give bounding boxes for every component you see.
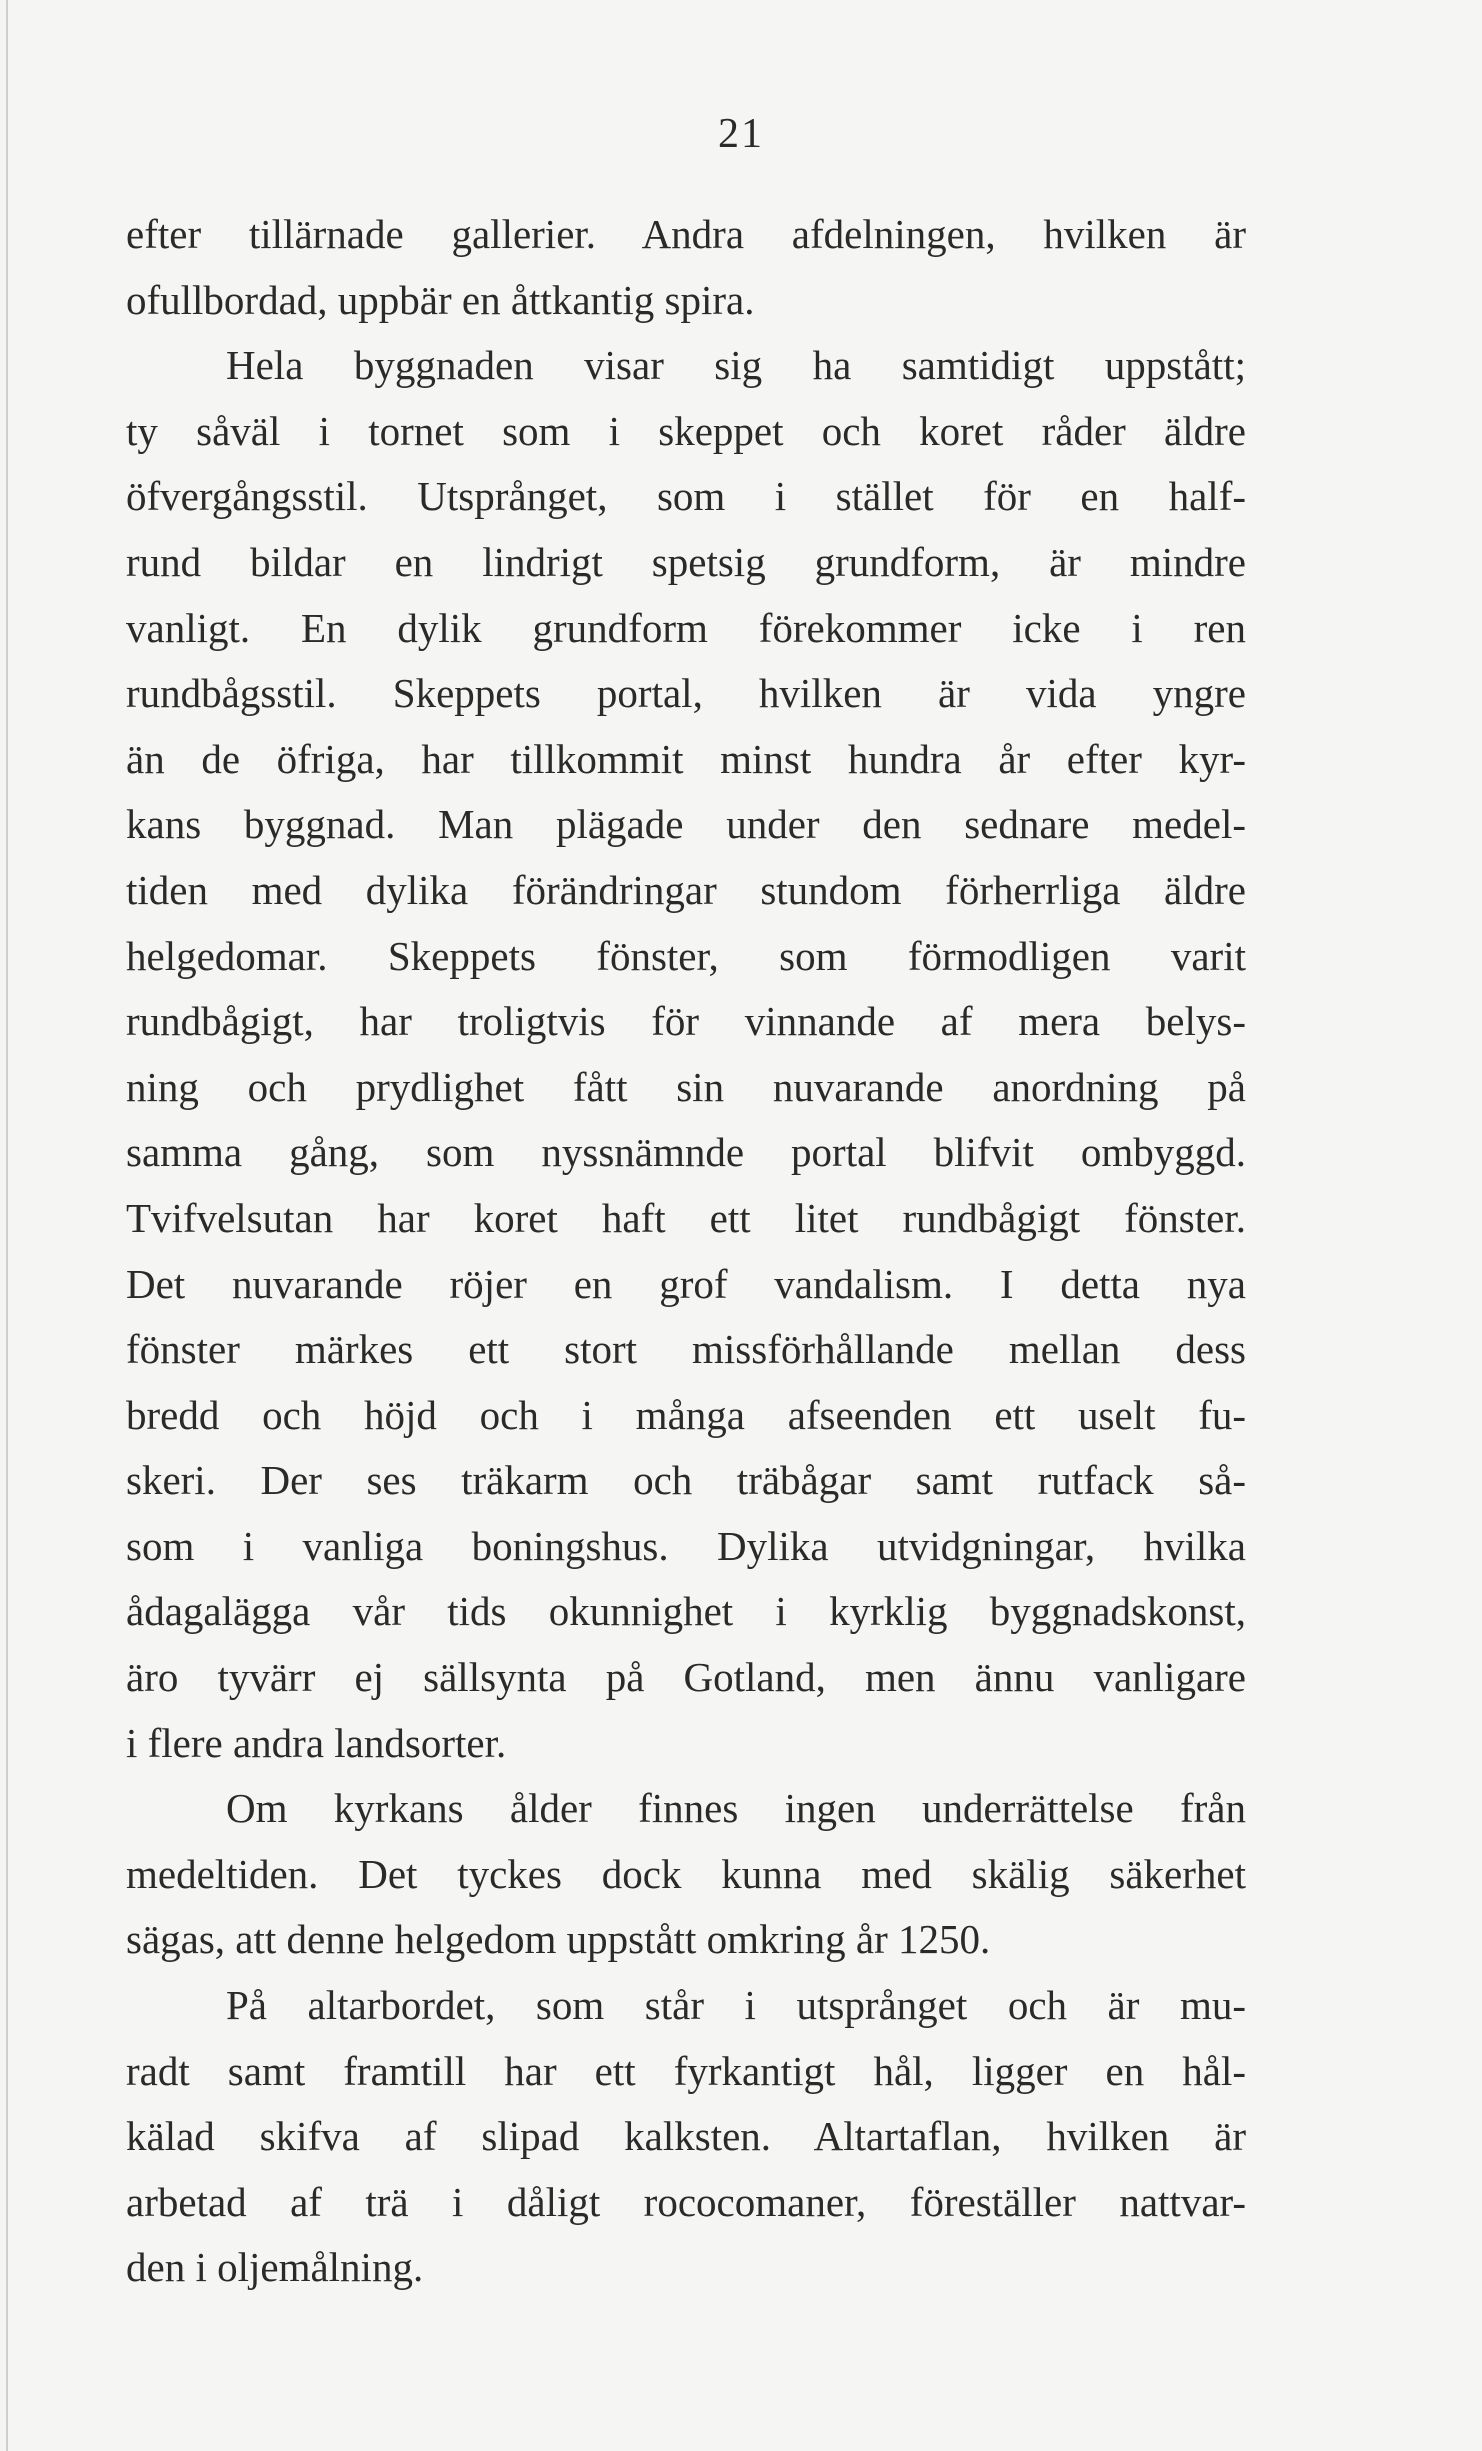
text-line: öfvergångsstil. Utsprånget, som i stället för en half- — [126, 473, 1246, 520]
text-line: fönster märkes ett stort missförhållande mellan dess — [126, 1326, 1246, 1373]
text-line: arbetad af trä i dåligt rococomaner, föreställer nattvar- — [126, 2178, 1246, 2225]
text-line: kälad skifva af slipad kalksten. Altartaflan, hvilken är — [126, 2113, 1246, 2160]
text-line: tiden med dylika förändringar stundom förherrliga äldre — [126, 866, 1246, 913]
text-line: i flere andra landsorter. — [126, 1719, 507, 1766]
text-line: helgedomar. Skeppets fönster, som förmodligen varit — [126, 932, 1246, 979]
text-line: ning och prydlighet fått sin nuvarande anordning på — [126, 1063, 1246, 1110]
text-line: vanligt. En dylik grundform förekommer icke i ren — [126, 604, 1246, 651]
text-line: Hela byggnaden visar sig ha samtidigt uppstått; — [226, 342, 1246, 389]
text-line: samma gång, som nyssnämnde portal blifvit ombyggd. — [126, 1129, 1246, 1176]
text-line: rundbågigt, har troligtvis för vinnande af mera belys- — [126, 998, 1246, 1045]
text-line: På altarbordet, som står i utsprånget och är mu- — [226, 1982, 1246, 2029]
page-edge — [6, 0, 8, 2451]
body-text — [126, 202, 1246, 2301]
text-line: skeri. Der ses träkarm och träbågar samt rutfack så- — [126, 1457, 1246, 1504]
text-line: bredd och höjd och i många afseenden ett uselt fu- — [126, 1391, 1246, 1438]
text-line: ådagalägga vår tids okunnighet i kyrklig byggnadskonst, — [126, 1588, 1246, 1635]
text-line: sägas, att denne helgedom uppstått omkring år 1250. — [126, 1916, 991, 1963]
text-line: Om kyrkans ålder finnes ingen underrättelse från — [226, 1785, 1246, 1832]
text-line: rund bildar en lindrigt spetsig grundform, är mindre — [126, 538, 1246, 585]
text-line: Tvifvelsutan har koret haft ett litet rundbågigt fönster. — [126, 1194, 1246, 1241]
text-line: som i vanliga boningshus. Dylika utvidgningar, hvilka — [126, 1522, 1246, 1569]
text-line: ofullbordad, uppbär en åttkantig spira. — [126, 276, 755, 323]
text-line: den i oljemålning. — [126, 2244, 424, 2291]
text-line: efter tillärnade gallerier. Andra afdelningen, hvilken är — [126, 211, 1246, 257]
text-line: äro tyvärr ej sällsynta på Gotland, men ännu vanligare — [126, 1654, 1246, 1701]
text-line: radt samt framtill har ett fyrkantigt hål, ligger en hål- — [126, 2047, 1246, 2094]
text-line: än de öfriga, har tillkommit minst hundra år efter kyr- — [126, 735, 1246, 782]
text-line: ty såväl i tornet som i skeppet och koret råder äldre — [126, 407, 1246, 454]
text-line: medeltiden. Det tyckes dock kunna med skälig säkerhet — [126, 1850, 1246, 1897]
text-line: kans byggnad. Man plägade under den sednare medel- — [126, 801, 1246, 848]
text-line: Det nuvarande röjer en grof vandalism. I detta nya — [126, 1260, 1246, 1307]
text-line: rundbågsstil. Skeppets portal, hvilken är vida yngre — [126, 670, 1246, 717]
page-number: 21 — [718, 111, 764, 157]
